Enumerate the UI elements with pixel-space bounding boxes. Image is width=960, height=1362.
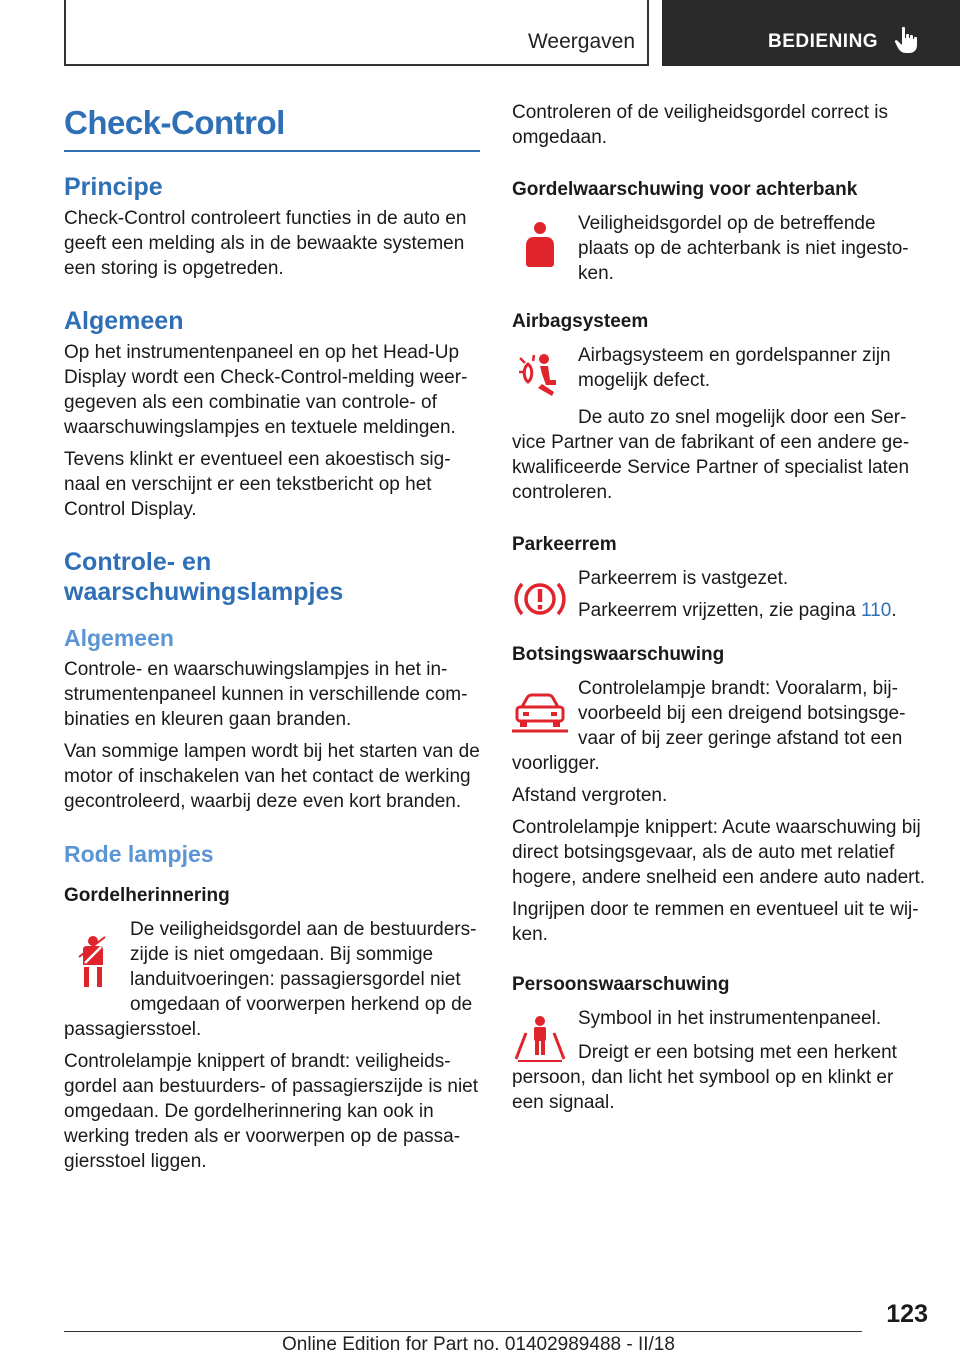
airbag-paragraph-1: Airbagsysteem en gordelspanner zijn mogelijk defect.	[578, 345, 891, 391]
header-section-box	[64, 0, 649, 66]
achterbank-paragraph-1: Veiligheidsgordel op de betreffende plaats op de achterbank is niet ingestoken.	[578, 213, 909, 284]
airbag-entry	[512, 343, 930, 407]
lampjes-heading: Controle- en waarschuwingslampjes	[64, 548, 344, 606]
pedestrian-warning-icon	[512, 1008, 568, 1070]
parkeerrem-heading: Parkeerrem	[512, 534, 617, 555]
gordelherinnering-paragraph-1: De veiligheidsgordel aan de bestuurderszijde is niet omgedaan. Bij sommige landuitvoeringen: passagiersgordel niet omgedaan of voorwerpen herkend op de passagiersstoel.	[64, 919, 477, 1040]
parkeerrem-paragraph-1: Parkeerrem is vastgezet.	[578, 568, 789, 589]
persoon-heading: Persoonswaarschuwing	[512, 974, 730, 995]
seatbelt-reminder-icon	[64, 927, 120, 997]
botsing-entry	[512, 676, 930, 783]
collision-warning-car-icon	[512, 678, 568, 748]
lampjes-paragraph-1: Controle- en waarschuwingslampjes in het instrumentenpaneel kunnen in verschillende combinaties en kleuren gaan branden.	[64, 659, 468, 730]
botsing-paragraph-4: Ingrijpen door te remmen en eventueel uit te wijken.	[512, 899, 919, 945]
botsing-heading: Botsingswaarschuwing	[512, 644, 725, 665]
parkeerrem-text: Parkeerrem vrijzetten, zie pagina	[578, 600, 862, 621]
persoon-paragraph-2: Dreigt er een botsing met een herkent persoon, dan licht het symbool op en klinkt er een signaal.	[512, 1042, 897, 1113]
rear-seatbelt-warning-icon	[512, 213, 568, 275]
rode-lampjes-heading: Rode lampjes	[64, 841, 214, 867]
achterbank-heading: Gordelwaarschuwing voor achterbank	[512, 179, 858, 200]
airbag-heading: Airbagsysteem	[512, 311, 649, 332]
left-column	[64, 100, 480, 1181]
parkeerrem-paragraph-2	[512, 598, 930, 623]
principe-heading: Principe	[64, 173, 163, 201]
botsing-paragraph-3: Controlelampje knippert: Acute waarschuwing bij direct botsingsgevaar, als de auto met relatief hogere, andere snelheid een andere auto nadert.	[512, 817, 926, 888]
gordelherinnering-paragraph-2: Controlelampje knippert of brandt: veiligheidsgordel aan bestuurders- of passagierszijde is niet omgedaan. De gordelherinnering kan ook in werking treden als er voorwerpen op de passagiersstoel liggen.	[64, 1051, 479, 1172]
botsing-paragraph-2: Afstand vergroten.	[512, 785, 668, 806]
parkeerrem-suffix: .	[891, 600, 897, 621]
hand-pointer-icon	[894, 26, 920, 54]
parking-brake-icon	[512, 568, 568, 630]
right-column	[512, 100, 930, 1122]
footer-divider	[64, 1331, 862, 1332]
algemeen-paragraph-2: Tevens klinkt er eventueel een akoestisch signaal en verschijnt er een tekstbericht op het Control Display.	[64, 449, 451, 520]
gordelherinnering-entry	[64, 917, 480, 1049]
botsing-paragraph-1: Controlelampje brandt: Vooralarm, bijvoorbeeld bij een dreigend botsingsgevaar of bij zeer geringe afstand tot een voorligger.	[512, 678, 906, 774]
persoon-paragraph-1: Symbool in het instrumentenpaneel.	[578, 1008, 882, 1029]
lampjes-paragraph-2: Van sommige lampen wordt bij het starten van de motor of inschakelen van het contact de werking gecontroleerd, waarbij deze even kort branden.	[64, 741, 480, 812]
page-title: Check-Control	[64, 100, 480, 152]
page-number: 123	[886, 1300, 928, 1328]
airbag-warning-icon	[512, 345, 568, 407]
parkeerrem-entry	[512, 566, 930, 630]
airbag-paragraph-2: De auto zo snel mogelijk door een Service Partner van de fabrikant of een andere gekwalificeerde Service Partner of specialist laten controleren.	[512, 407, 910, 503]
footer-edition: Online Edition for Part no. 01402989488 - II/18	[282, 1334, 675, 1355]
gordel-check-intro: Controleren of de veiligheidsgordel correct is omgedaan.	[512, 102, 888, 148]
header-chapter-tab[interactable]	[662, 0, 960, 66]
principe-text: Check-Control controleert functies in de auto en geeft een melding als in de bewaakte systemen een storing is opgetreden.	[64, 208, 467, 279]
header-section-title: Weergaven	[527, 30, 635, 53]
page-link-110[interactable]: 110	[861, 600, 892, 621]
gordelherinnering-heading: Gordelherinnering	[64, 885, 230, 906]
header-chapter-title: BEDIENING	[768, 31, 879, 52]
lampjes-algemeen-heading: Algemeen	[64, 625, 174, 651]
algemeen-heading: Algemeen	[64, 307, 184, 335]
algemeen-paragraph-1: Op het instrumentenpaneel en op het Head-Up Display wordt een Check-Control-melding weergegeven als een combinatie van controle- of waarschuwingslampjes en textuele meldingen.	[64, 342, 468, 438]
achterbank-entry	[512, 211, 930, 293]
